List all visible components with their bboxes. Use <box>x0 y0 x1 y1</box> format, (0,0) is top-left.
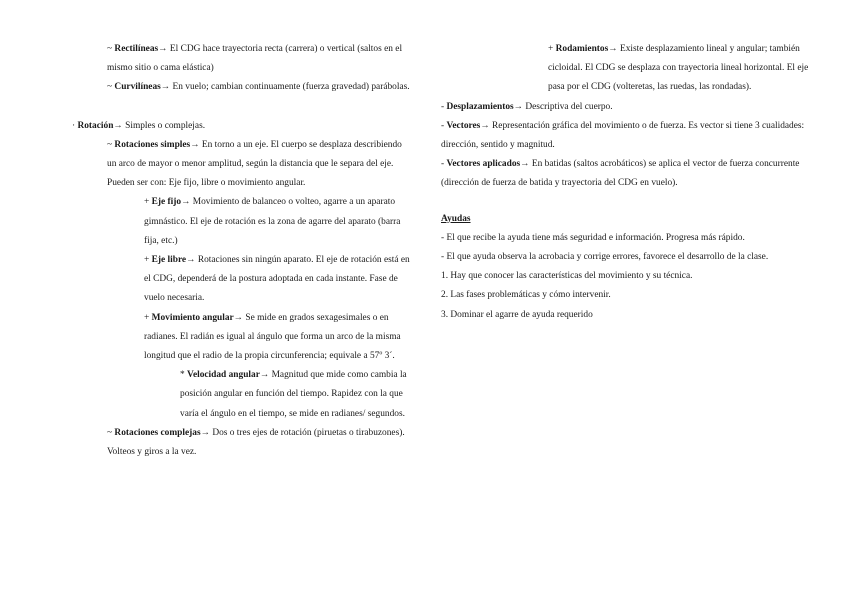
item-term: Vectores <box>446 120 481 131</box>
arrow-icon: → <box>233 312 244 323</box>
item-term: Eje fijo <box>151 197 182 208</box>
item-movimiento-angular <box>72 309 412 367</box>
item-text: Magnitud que mide como cambia la posición angular en función del tiempo. Rapidez con la que varía el ángulo en el tiempo, se mide en radianes/ segundos. <box>180 370 407 419</box>
arrow-icon: → <box>200 427 210 438</box>
item-eje-fijo <box>72 193 412 251</box>
arrow-icon: → <box>608 44 618 54</box>
item-text: El CDG hace trayectoria recta (carrera) o vertical (saltos en el mismo sitio o cama elástica) <box>107 44 403 74</box>
item-prefix: + <box>144 197 152 208</box>
arrow-icon: → <box>160 82 171 93</box>
item-term: Rodamientos <box>555 44 609 54</box>
arrow-icon: → <box>113 120 123 131</box>
item-prefix: - <box>441 101 447 112</box>
item-term: Vectores aplicados <box>446 159 521 170</box>
arrow-icon: → <box>186 255 196 266</box>
item-text: Descriptiva del cuerpo. <box>523 101 613 112</box>
arrow-icon: → <box>158 44 168 54</box>
item-rectilineas <box>72 40 412 78</box>
item-prefix: ~ <box>107 139 115 150</box>
item-eje-libre <box>72 251 412 309</box>
ayudas-line: 3. Dominar el agarre de ayuda requerido <box>441 309 593 320</box>
item-text: Existe desplazamiento lineal y angular; también cicloidal. El CDG se desplaza con trayectoria lineal horizontal. El eje pasa por el CDG (volteretas, las ruedas, las rondadas). <box>548 44 809 93</box>
item-velocidad-angular <box>72 366 412 424</box>
item-rotaciones-complejas <box>72 424 412 462</box>
item-rodamientos <box>441 40 821 98</box>
ayudas-line: - El que ayuda observa la acrobacia y corrige errores, favorece el desarrollo de la clase. <box>441 252 769 263</box>
arrow-icon: → <box>259 370 270 381</box>
item-term: Rotaciones complejas <box>114 427 201 438</box>
item-text: Movimiento de balanceo o volteo, agarre a un aparato gimnástico. El eje de rotación es la zona de agarre del aparato (barra fija, etc.) <box>144 197 401 246</box>
item-vectores-aplicados <box>441 155 821 193</box>
item-text: En torno a un eje. El cuerpo se desplaza describiendo un arco de mayor o menor amplitud, según la distancia que le separa del eje. Pueden ser con: Eje fijo, libre o movimiento angular. <box>107 139 402 189</box>
item-prefix: ~ <box>107 82 115 93</box>
arrow-icon: → <box>181 197 191 208</box>
right-column <box>441 40 821 325</box>
item-text: En vuelo; cambian continuamente (fuerza gravedad) parábolas. <box>170 82 410 93</box>
section-heading-ayudas: Ayudas <box>441 213 471 224</box>
item-term: Rotaciones simples <box>114 139 191 150</box>
left-column <box>72 40 412 462</box>
arrow-icon: → <box>190 139 200 150</box>
item-text: Rotaciones sin ningún aparato. El eje de rotación está en el CDG, dependerá de la postura adoptada en cada instante. Fase de vuelo necesaria. <box>144 255 410 304</box>
item-prefix: ~ <box>107 427 115 438</box>
ayudas-line: 2. Las fases problemáticas y cómo intervenir. <box>441 290 611 301</box>
spacer <box>441 194 821 210</box>
arrow-icon: → <box>480 120 490 131</box>
item-rotaciones-simples <box>72 136 412 194</box>
item-term: Curvilíneas <box>114 82 161 93</box>
item-prefix: + <box>548 44 556 54</box>
item-vectores <box>441 117 821 155</box>
item-term: Desplazamientos <box>446 101 514 112</box>
item-rotacion <box>72 117 412 136</box>
item-term: Movimiento angular <box>151 312 234 323</box>
item-prefix: * <box>180 370 188 381</box>
item-curvilineas <box>72 78 412 97</box>
item-prefix: ~ <box>107 44 115 54</box>
item-term: Rectilíneas <box>114 44 159 54</box>
item-term: Eje libre <box>151 255 187 266</box>
item-term: Rotación <box>77 120 114 131</box>
item-text: En batidas (saltos acrobáticos) se aplica el vector de fuerza concurrente (dirección de fuerza de batida y trayectoria del CDG en vuelo). <box>441 159 800 189</box>
item-text: Dos o tres ejes de rotación (piruetas o tirabuzones). Volteos y giros a la vez. <box>107 427 405 458</box>
ayudas-line: 1. Hay que conocer las características del movimiento y su técnica. <box>441 271 693 282</box>
item-prefix: · <box>72 120 78 131</box>
item-text: Representación gráfica del movimiento o de fuerza. Es vector si tiene 3 cualidades: dirección, sentido y magnitud. <box>441 120 805 151</box>
arrow-icon: → <box>513 101 524 112</box>
item-desplazamientos <box>441 98 821 117</box>
item-text: Simples o complejas. <box>122 120 206 131</box>
item-term: Velocidad angular <box>187 370 260 381</box>
arrow-icon: → <box>520 159 530 170</box>
item-prefix: + <box>144 255 152 266</box>
item-prefix: - <box>441 120 447 131</box>
ayudas-line: - El que recibe la ayuda tiene más seguridad e información. Progresa más rápido. <box>441 232 745 243</box>
item-prefix: + <box>144 312 152 323</box>
item-prefix: - <box>441 159 447 170</box>
item-text: Se mide en grados sexagesimales o en radianes. El radián es igual al ángulo que forma un arco de la misma longitud que el radio de la propia circunferencia; equivale a 57º 3´. <box>144 312 401 362</box>
spacer <box>72 98 412 117</box>
